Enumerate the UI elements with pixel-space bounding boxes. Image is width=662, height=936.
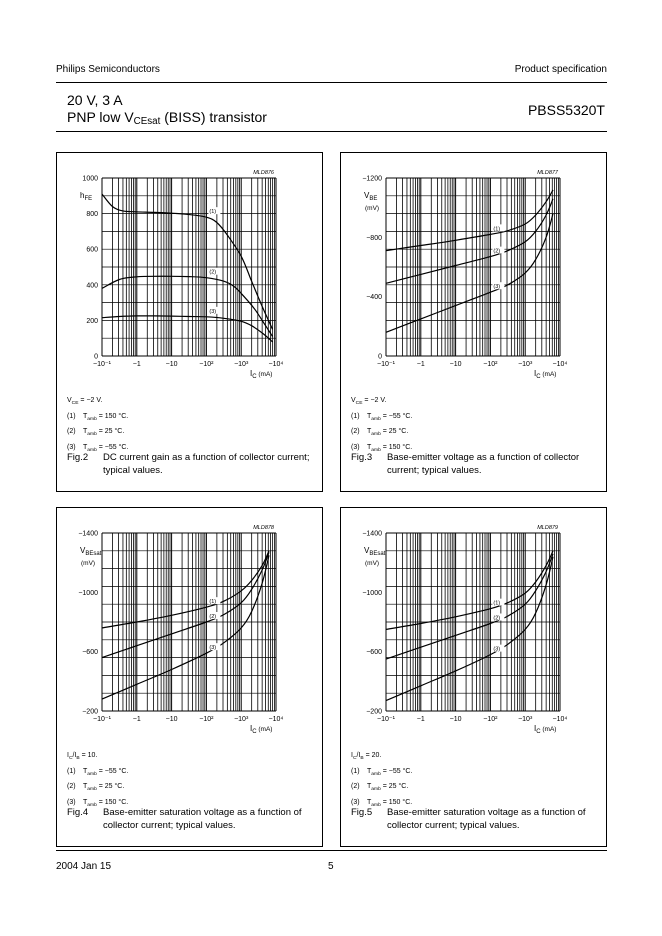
figure-label: Fig.2 xyxy=(67,452,89,463)
figure-panel-2 xyxy=(56,152,323,492)
page-number: 5 xyxy=(328,861,334,872)
x-tick-label: −10³ xyxy=(234,716,249,723)
condition-row: (2) $T_{amb} = 25$ °C. xyxy=(351,783,409,792)
condition-number: (2) xyxy=(351,783,360,790)
condition-row: (3) $T_{amb} = 150$ °C. xyxy=(351,798,413,808)
condition-number: (1) xyxy=(351,767,360,775)
figure-caption-text: DC current gain as a function of collector current; typical values. xyxy=(103,452,310,476)
x-tick-label: −10³ xyxy=(518,716,533,723)
chart-plot xyxy=(102,178,276,356)
x-tick-label: −10⁴ xyxy=(552,716,568,723)
chart-plot xyxy=(386,533,560,711)
condition-row: (3) $T_{amb} = 150$ °C. xyxy=(67,798,129,808)
x-tick-label: −1 xyxy=(132,716,141,723)
series-line-1 xyxy=(102,551,269,628)
x-tick-label: −1 xyxy=(132,361,141,368)
x-tick-label: −10⁴ xyxy=(268,716,284,723)
series-label: (1) xyxy=(209,599,217,606)
x-tick-label: −10² xyxy=(199,361,214,368)
series-line-2 xyxy=(386,554,553,659)
series-line-2 xyxy=(102,552,269,657)
series-label: (3) xyxy=(493,646,501,653)
x-axis-label: $I_C$ $^{(mA)}$ xyxy=(250,724,273,735)
condition-number: (2) xyxy=(67,783,76,790)
y-tick-label: −1000 xyxy=(78,589,98,597)
condition-row: (1) $T_{amb} = 150$ °C. xyxy=(67,412,129,422)
series-line-1 xyxy=(102,194,273,329)
condition-row: $I_C/I_B = 20$. xyxy=(351,752,382,761)
condition-row: (2) $T_{amb} = 25$ °C. xyxy=(67,783,125,792)
condition-row: (2) $T_{amb} = 25$ °C. xyxy=(67,428,125,437)
series-label: (3) xyxy=(209,308,217,315)
x-tick-label: −10² xyxy=(483,361,498,368)
y-tick-label: −200 xyxy=(366,708,382,716)
y-axis-label: $V_{BEsat}$ xyxy=(364,546,386,557)
condition-row: $V_{CE} = -2$ V. xyxy=(351,397,387,406)
figure-caption-text: Base-emitter voltage as a function of collector current; typical values. xyxy=(387,452,580,476)
y-tick-label: −600 xyxy=(82,649,98,657)
y-tick-label: −1400 xyxy=(362,530,382,538)
condition-number: (3) xyxy=(351,798,360,806)
x-tick-label: −10 xyxy=(449,361,462,368)
document-type: Product specification xyxy=(514,64,607,75)
x-axis-label: $I_C$ $^{(mA)}$ xyxy=(250,369,273,380)
conditions-note xyxy=(351,395,412,457)
series-label: (3) xyxy=(209,645,217,652)
x-axis-label: $I_C$ $^{(mA)}$ xyxy=(534,724,557,735)
figure-label: Fig.4 xyxy=(67,807,89,818)
x-tick-label: −10⁻¹ xyxy=(377,716,395,723)
y-axis-label: $V_{BEsat}$ xyxy=(80,546,102,557)
series-line-1 xyxy=(386,190,553,251)
series-line-3 xyxy=(386,557,553,701)
doc-title xyxy=(67,92,267,130)
y-tick-label: 0 xyxy=(378,353,382,361)
condition-number: (3) xyxy=(351,443,360,451)
part-number: PBSS5320T xyxy=(527,102,605,118)
x-tick-label: −10 xyxy=(165,361,178,368)
y-axis-unit: (mV) xyxy=(81,560,96,567)
y-tick-label: −800 xyxy=(366,234,382,242)
series-label: (3) xyxy=(493,284,501,291)
condition-row: (1) $T_{amb} = -55$ °C. xyxy=(351,767,413,777)
condition-number: (2) xyxy=(67,428,76,435)
condition-number: (2) xyxy=(351,428,360,435)
conditions-note xyxy=(351,750,412,812)
x-tick-label: −10³ xyxy=(234,361,249,368)
y-tick-label: 0 xyxy=(94,353,98,361)
y-tick-label: 1000 xyxy=(82,175,98,183)
figure-panel-4 xyxy=(56,507,323,847)
x-tick-label: −10 xyxy=(165,716,178,723)
chart-plot xyxy=(386,178,560,356)
condition-row: (1) $T_{amb} = -55$ °C. xyxy=(351,412,413,422)
doc-title-line2: PNP low $V_{CEsat}$ (BISS) transistor xyxy=(67,109,267,127)
x-tick-label: −1 xyxy=(416,361,425,368)
company-name: Philips Semiconductors xyxy=(56,64,160,75)
series-label: (1) xyxy=(493,226,501,233)
header-rule xyxy=(56,82,607,83)
series-label: (1) xyxy=(209,209,217,216)
y-tick-label: −1200 xyxy=(362,175,382,183)
y-tick-label: 600 xyxy=(86,246,98,254)
footer-date: 2004 Jan 15 xyxy=(56,861,112,872)
x-tick-label: −10³ xyxy=(518,361,533,368)
series-label: (2) xyxy=(209,269,217,276)
figure-code: MLD878 xyxy=(253,525,274,531)
conditions-note xyxy=(67,395,128,457)
y-tick-label: −1000 xyxy=(362,589,382,597)
y-tick-label: −400 xyxy=(366,294,382,302)
x-tick-label: −10² xyxy=(483,716,498,723)
condition-row: $I_C/I_B = 10$. xyxy=(67,752,98,761)
condition-row: (1) $T_{amb} = -55$ °C. xyxy=(67,767,129,777)
chart-plot xyxy=(102,533,276,711)
series-line-3 xyxy=(102,555,269,699)
series-label: (2) xyxy=(209,614,217,620)
x-tick-label: −10⁻¹ xyxy=(93,716,111,723)
condition-number: (3) xyxy=(67,798,76,806)
series-line-1 xyxy=(386,551,553,630)
condition-row: (2) $T_{amb} = 25$ °C. xyxy=(351,428,409,437)
y-tick-label: 800 xyxy=(86,211,98,219)
condition-row: (3) $T_{amb} = -55$ °C. xyxy=(67,443,129,453)
condition-row: $V_{CE} = -2$ V. xyxy=(67,397,103,406)
condition-row: (3) $T_{amb} = 150$ °C. xyxy=(351,443,413,453)
x-tick-label: −1 xyxy=(416,716,425,723)
y-axis-unit: (mV) xyxy=(365,560,380,567)
doc-title-line1: 20 V, 3 A xyxy=(67,92,123,108)
y-axis-label: $h_{FE}$ xyxy=(80,191,93,202)
x-axis-label: $I_C$ $^{(mA)}$ xyxy=(534,369,557,380)
y-axis-label: $V_{BE}$ xyxy=(364,191,378,202)
x-tick-label: −10 xyxy=(449,716,462,723)
figure-panel-5 xyxy=(340,507,607,847)
y-tick-label: −200 xyxy=(82,708,98,716)
y-tick-label: 400 xyxy=(86,282,98,290)
figure-caption-text: Base-emitter saturation voltage as a function of collector current; typical values. xyxy=(387,807,586,831)
title-rule xyxy=(56,131,607,132)
figure-code: MLD876 xyxy=(253,170,274,176)
y-axis-unit: (mV) xyxy=(365,205,380,212)
x-tick-label: −10⁻¹ xyxy=(377,361,395,368)
figure-caption-text: Base-emitter saturation voltage as a function of collector current; typical values. xyxy=(103,807,302,831)
condition-number: (1) xyxy=(351,412,360,420)
figure-code: MLD879 xyxy=(537,525,558,531)
series-label: (2) xyxy=(493,248,501,255)
footer-rule xyxy=(56,850,607,851)
x-tick-label: −10⁻¹ xyxy=(93,361,111,368)
figure-label: Fig.3 xyxy=(351,452,373,463)
figure-label: Fig.5 xyxy=(351,807,373,818)
x-tick-label: −10⁴ xyxy=(268,361,284,368)
x-tick-label: −10² xyxy=(199,716,214,723)
condition-number: (1) xyxy=(67,412,76,420)
y-tick-label: 200 xyxy=(86,317,98,325)
y-tick-label: −1400 xyxy=(78,530,98,538)
series-label: (2) xyxy=(493,615,501,622)
x-tick-label: −10⁴ xyxy=(552,361,568,368)
figure-code: MLD877 xyxy=(537,170,558,176)
y-tick-label: −600 xyxy=(366,649,382,657)
condition-number: (1) xyxy=(67,767,76,775)
conditions-note xyxy=(67,750,128,812)
series-label: (1) xyxy=(493,600,501,607)
condition-number: (3) xyxy=(67,443,76,451)
figure-panel-3 xyxy=(340,152,607,492)
series-line-2 xyxy=(102,276,273,336)
